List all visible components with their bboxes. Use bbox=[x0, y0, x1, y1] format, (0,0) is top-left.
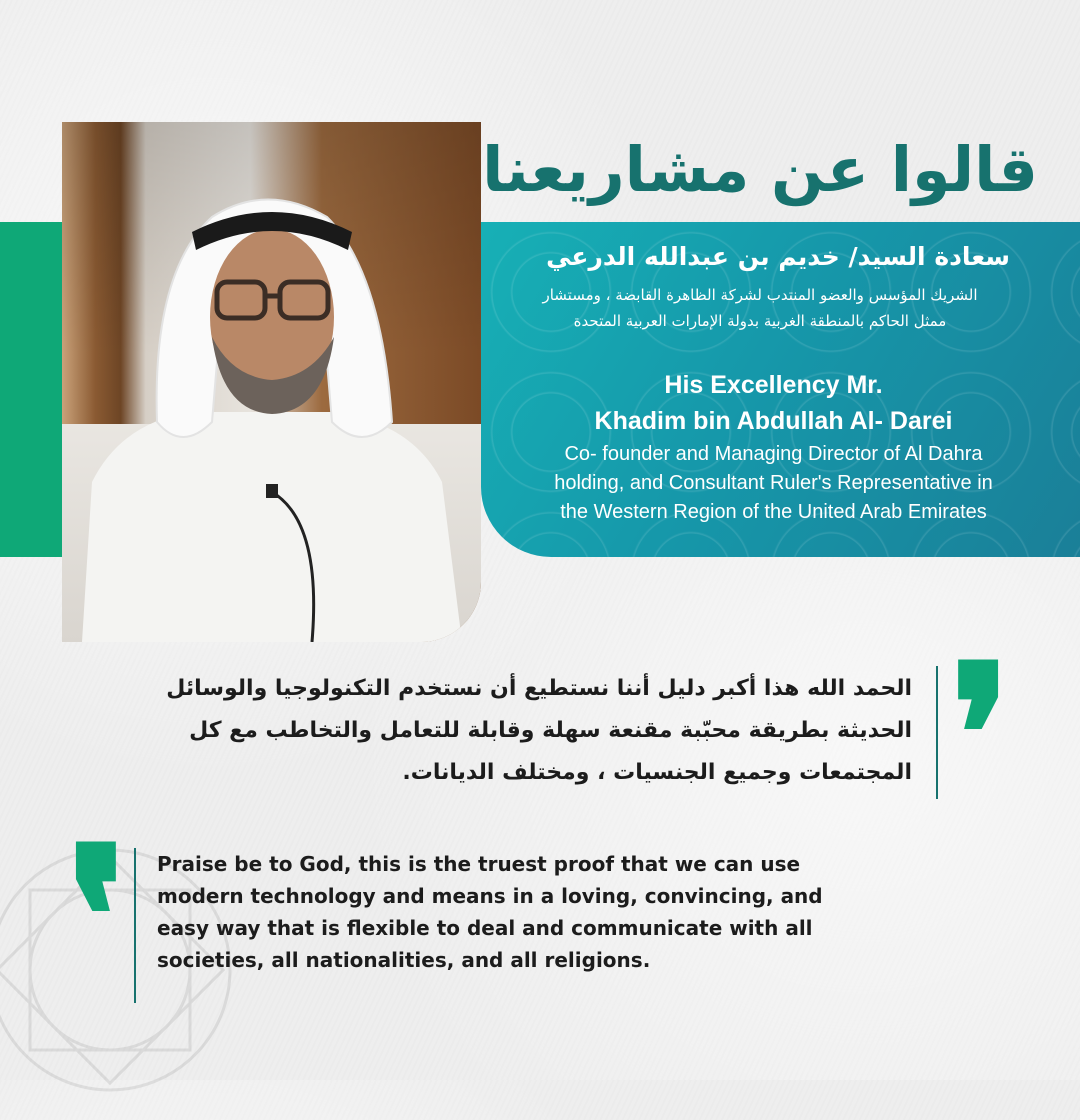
page-title: قالوا عن مشاريعنا bbox=[482, 133, 1038, 206]
quote-mark-icon: ❜ bbox=[950, 623, 1012, 846]
quote-divider-right bbox=[936, 666, 938, 799]
quote-mark-icon: ❜ bbox=[62, 805, 124, 1028]
speaker-role-english: Co- founder and Managing Director of Al Dahra holding, and Consultant Ruler's Representative in the Western Region of the United Arab Emirates bbox=[554, 443, 993, 523]
portrait-photo bbox=[62, 122, 481, 642]
quote-english: Praise be to God, this is the truest proof that we can use modern technology and means in a loving, convincing, and easy way that is flexible to deal and communicate with all societies, all nationalities, and all religions. bbox=[157, 852, 823, 972]
speaker-role-arabic: الشريك المؤسس والعضو المنتدب لشركة الظاهرة القابضة ، ومستشار ممثل الحاكم بالمنطقة الغربية بدولة الإمارات العربية المتحدة bbox=[542, 286, 978, 331]
speaker-name-arabic: سعادة السيد/ خديم بن عبدالله الدرعي bbox=[546, 242, 1010, 271]
quote-divider-left bbox=[134, 848, 136, 1003]
speaker-name-english: His Excellency Mr. Khadim bin Abdullah Al- Darei bbox=[594, 371, 953, 436]
accent-green-bar bbox=[0, 222, 62, 557]
quote-arabic: الحمد الله هذا أكبر دليل أننا نستطيع أن نستخدم التكنولوجيا والوسائل الحديثة بطريقة محبّبة مقنعة سهلة وقابلة للتعامل والتخاطب مع كل المجتمعات وجميع الجنسيات ، ومختلف الديانات. bbox=[166, 676, 912, 785]
speaker-info-panel bbox=[481, 222, 1080, 557]
